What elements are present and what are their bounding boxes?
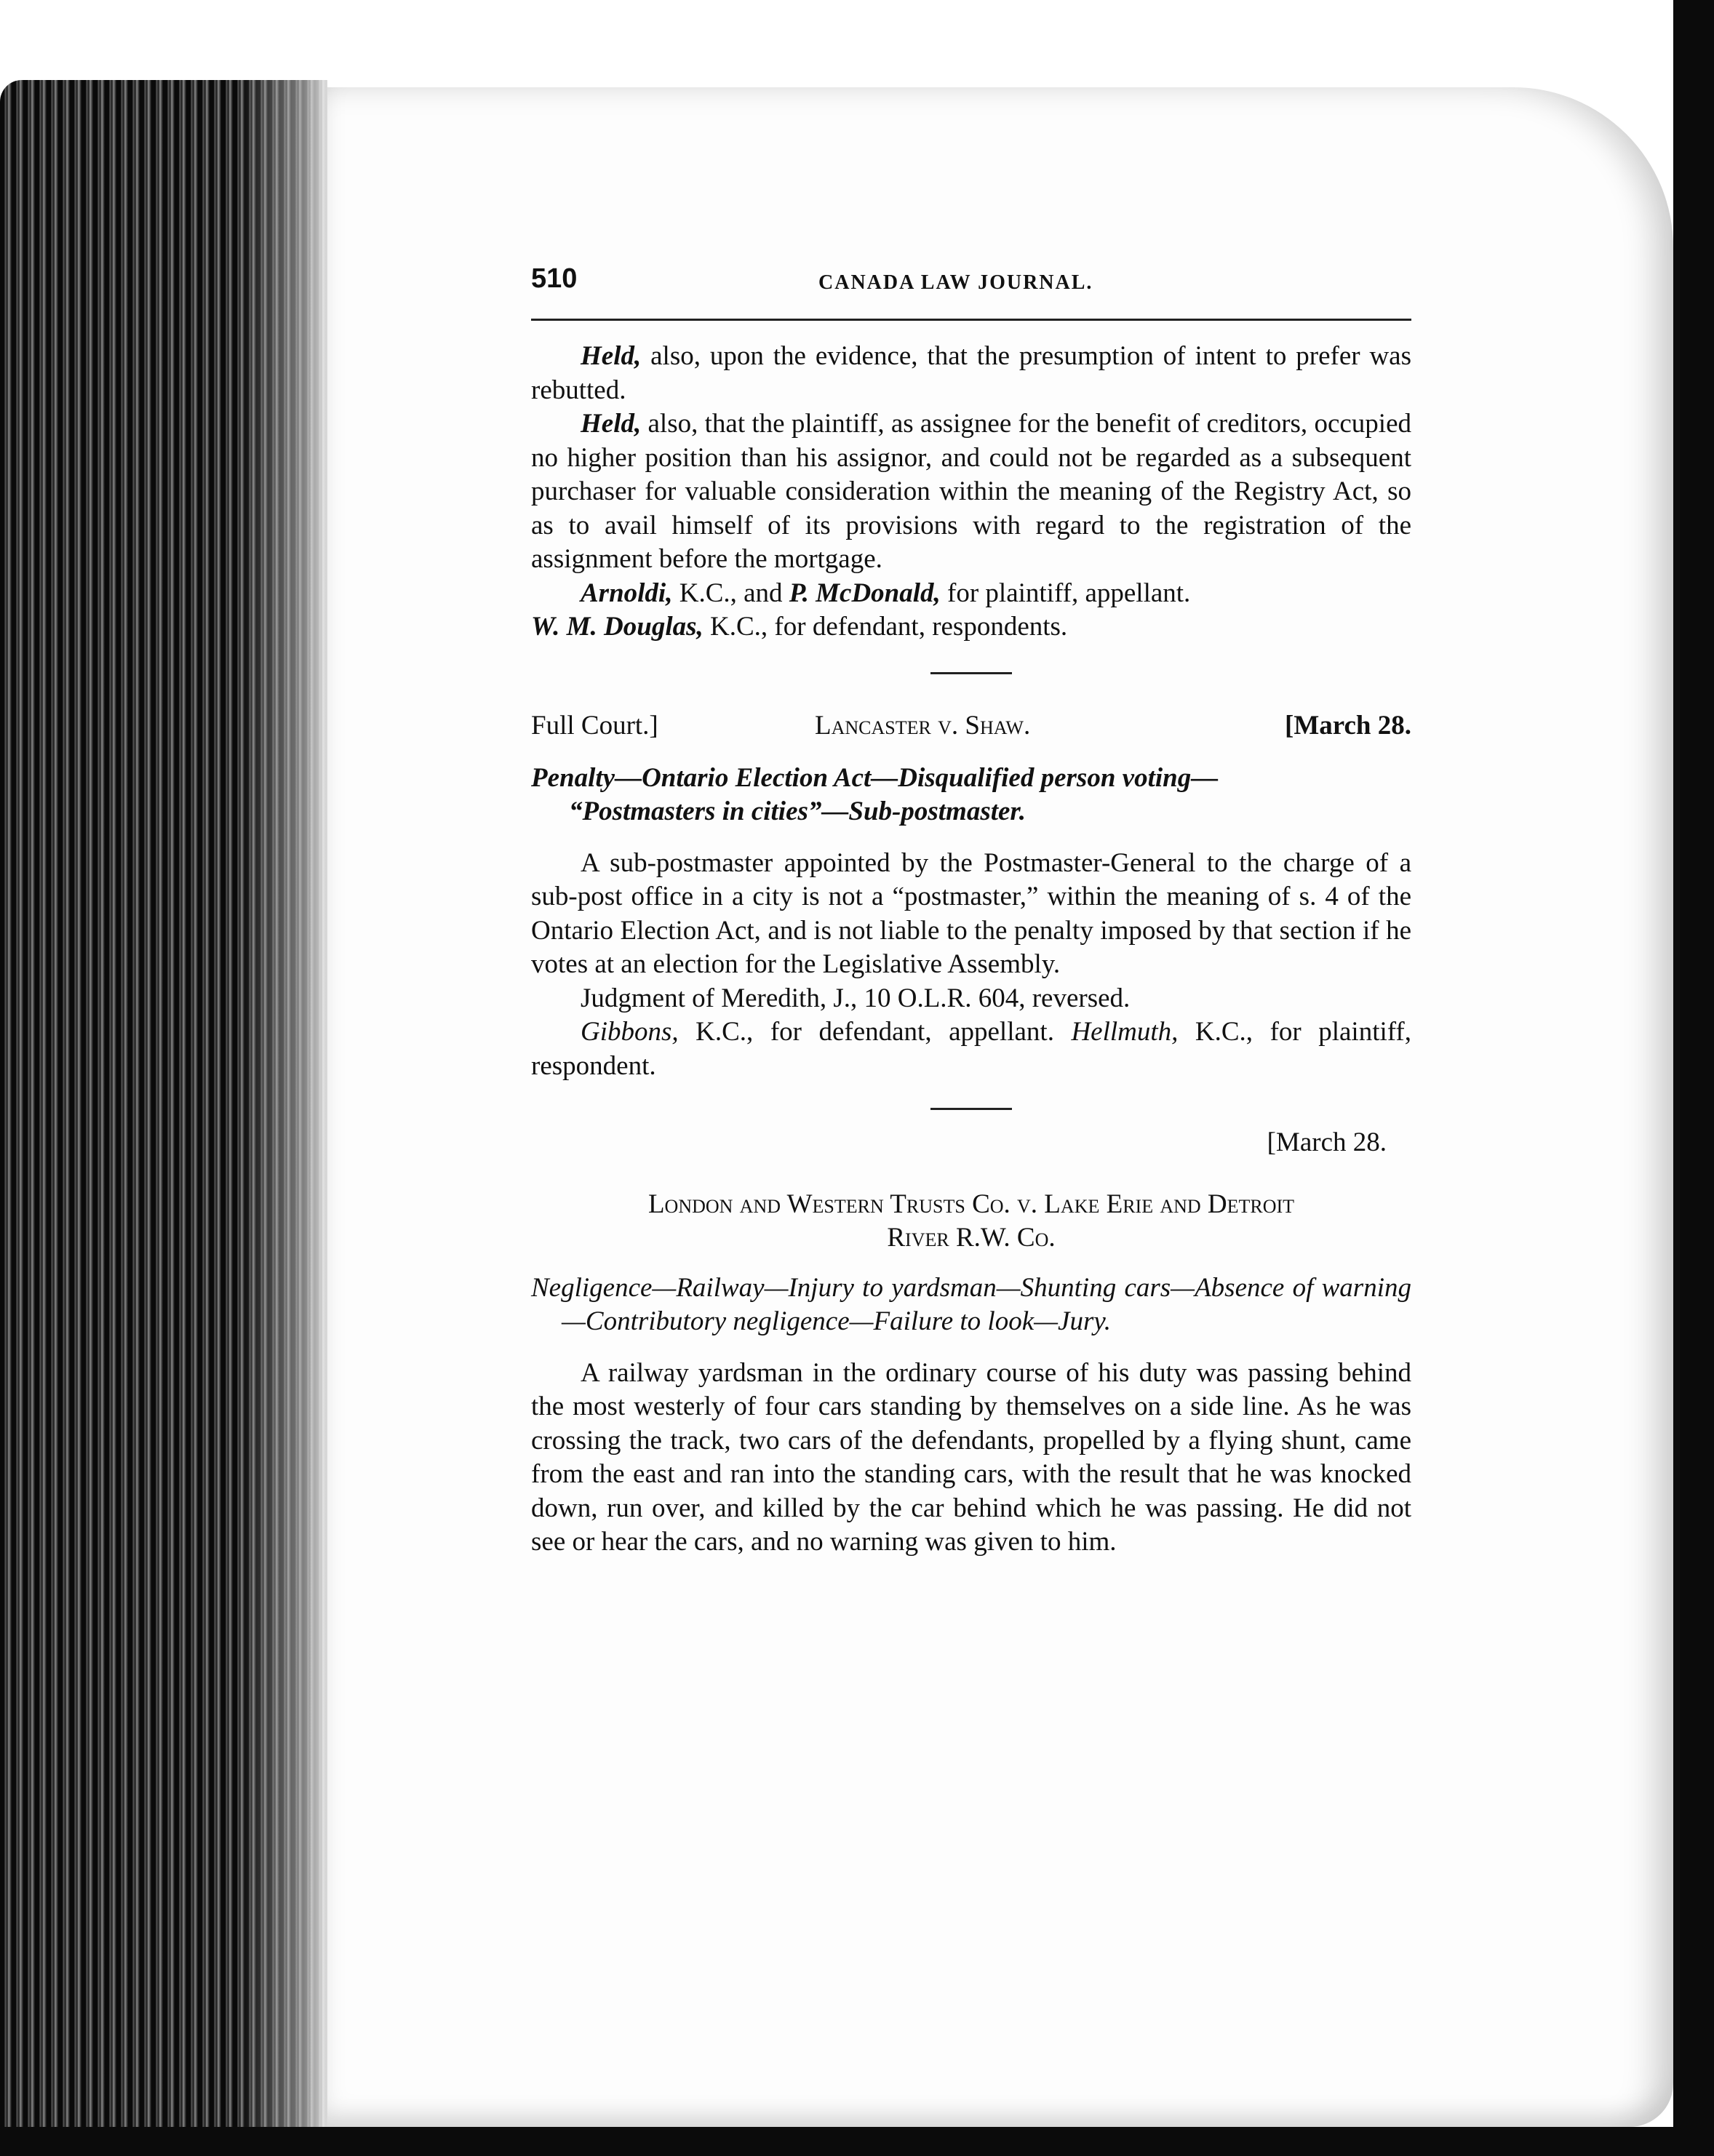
counsel-text: for plaintiff, appellant.: [940, 578, 1191, 608]
counsel-text: K.C., for plaintiff, respondent.: [531, 1017, 1411, 1081]
book-page-edges: [0, 80, 327, 2156]
counsel-text: K.C., for defendant, appellant.: [678, 1017, 1072, 1047]
counsel-text: K.C., for defendant, respondents.: [703, 612, 1068, 642]
case-title-line: London and Western Trusts Co. v. Lake Erie and Detroit: [647, 1189, 1295, 1219]
case-body: A sub-postmaster appointed by the Postmaster-General to the charge of a sub-post office in a city is not a “postmaster,” within the meaning of s. 4 of the Ontario Election Act, and is not liable to the penalty imposed by that section if he votes at an election for the Legislative Assembly.: [531, 847, 1411, 979]
judgment-line: Judgment of Meredith, J., 10 O.L.R. 604, reversed.: [581, 983, 1131, 1013]
section-separator: [930, 672, 1012, 674]
headnote: [531, 762, 1411, 829]
court-name: Full Court.]: [531, 710, 658, 740]
case-date: [March 28.: [1267, 1127, 1387, 1157]
held-paragraph-2: [531, 407, 1411, 577]
held-text: also, upon the evidence, that the presumption of intent to prefer was rebutted.: [531, 341, 1411, 405]
page-number: 510: [531, 263, 578, 294]
case-date: [March 28.: [1285, 710, 1411, 740]
counsel-name: Hellmuth,: [1071, 1017, 1179, 1047]
section-separator: [930, 1108, 1012, 1110]
headnote: Negligence—Railway—Injury to yardsman—Shunting cars—Absence of warning—Contributory negligence—Failure to look—Jury.: [531, 1272, 1411, 1336]
case-body: A railway yardsman in the ordinary course of his duty was passing behind the most westerly of four cars standing by themselves on a side line. As he was crossing the track, two cars of the defendants, propelled by a flying shunt, came from the east and ran into the standing cars, with the result that he was knocked down, run over, and killed by the car behind which he was passing. He did not see or hear the cars, and no warning was given to him.: [531, 1357, 1411, 1557]
case-heading: [531, 709, 1411, 746]
counsel-name: Arnoldi,: [581, 578, 673, 608]
case-title: [531, 1188, 1411, 1255]
page-text: [531, 262, 1411, 1560]
counsel-name: W. M. Douglas,: [531, 612, 703, 642]
case-title-line: River R.W. Co.: [887, 1223, 1056, 1253]
counsel-line-1: [531, 577, 1411, 611]
counsel-line: [531, 1015, 1411, 1083]
held-label: Held,: [581, 341, 642, 371]
journal-title: CANADA LAW JOURNAL.: [818, 271, 1093, 294]
counsel-text: K.C., and: [672, 578, 789, 608]
scan-border-right: [1673, 0, 1714, 2156]
held-paragraph-1: [531, 340, 1411, 407]
scan-background: [0, 0, 1714, 84]
headnote-line: “Postmasters in cities”—Sub-postmaster.: [569, 796, 1027, 826]
counsel-name: Gibbons,: [581, 1017, 679, 1047]
counsel-line-2: [531, 610, 1411, 644]
running-header: [531, 262, 1411, 306]
counsel-name: P. McDonald,: [789, 578, 941, 608]
case-title: Lancaster v. Shaw.: [815, 710, 1031, 740]
held-text: also, that the plaintiff, as assignee for the benefit of creditors, occupied no higher position than his assignor, and could not be regarded as a subsequent purchaser for valuable consideration within the meaning of the Registry Act, so as to avail himself of its provisions with regard to the registration of the assignment before the mortgage.: [531, 409, 1411, 574]
scan-border-bottom: [0, 2127, 1714, 2156]
held-label: Held,: [581, 409, 642, 439]
headnote-line: Penalty—Ontario Election Act—Disqualified person voting—: [531, 762, 1219, 793]
header-rule: [531, 319, 1411, 321]
